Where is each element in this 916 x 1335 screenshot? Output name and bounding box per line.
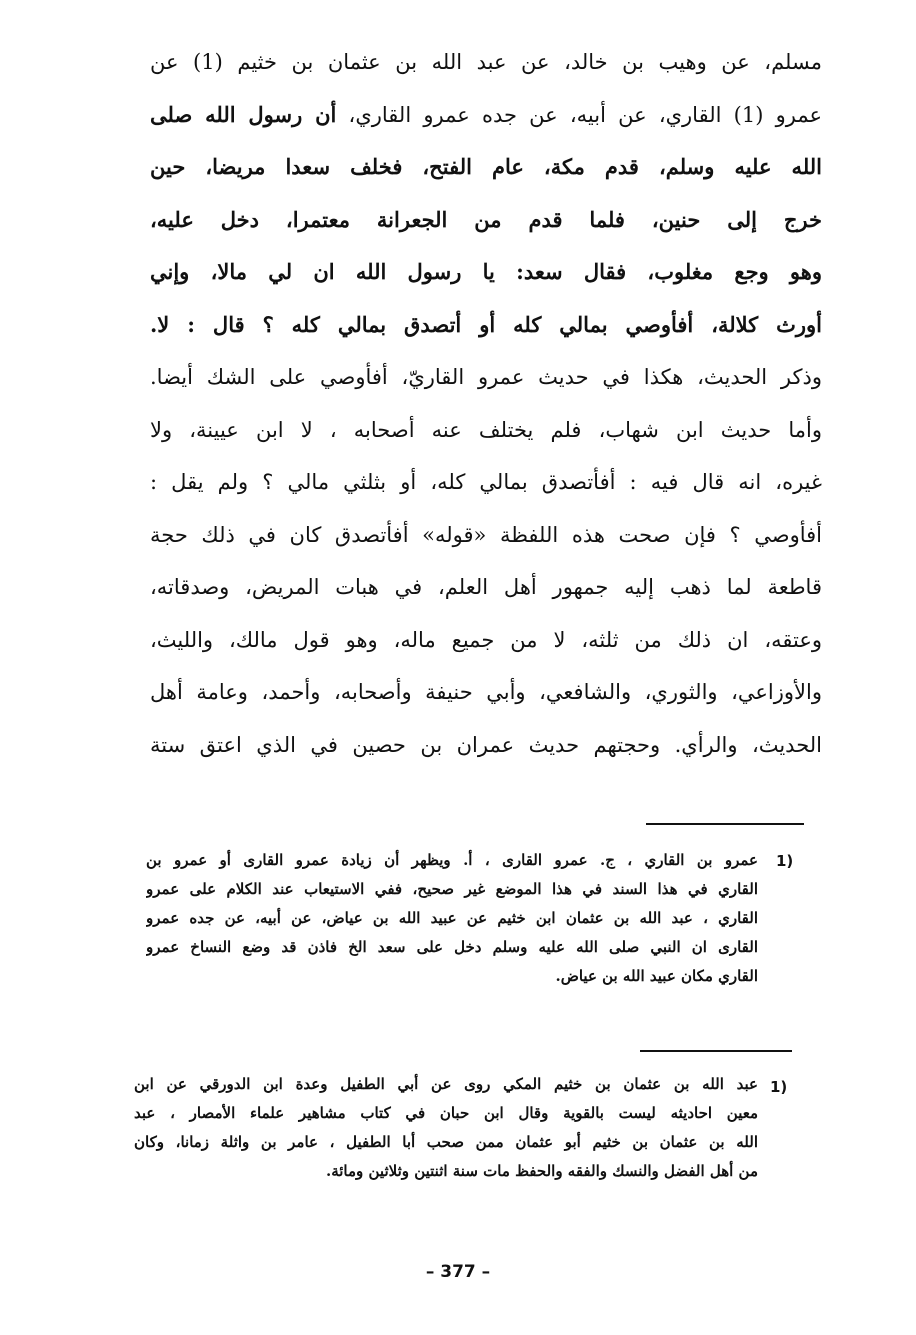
footnote-line: الله بن عثمان بن خثيم أبو عثمان ممن صحب أبا الطفيل ، عامر بن واثلة زمانا، وكان (134, 1133, 758, 1151)
main-text-line: أفأوصي ؟ فإن صحت هذه اللفظة «قوله» أفأتصدق كان في ذلك حجة (150, 522, 822, 547)
footnote-marker: 1) (776, 852, 794, 870)
footnote-line: معين احاديثه ليست بالقوية وقال ابن حبان في كتاب مشاهير علماء الأمصار ، عبد (134, 1104, 758, 1122)
main-text-line: والأوزاعي، والثوري، والشافعي، وأبي حنيفة وأصحابه، وأحمد، وعامة أهل (150, 680, 822, 704)
main-text-line: عمرو (1) القاري، عن أبيه، عن جده عمرو القاري، أن رسول الله صلى (150, 101, 822, 127)
footnote-rule-2 (640, 1050, 792, 1052)
footnote-1 (146, 846, 758, 991)
footnote-rule-1 (646, 823, 804, 825)
main-text-line: الحديث، والرأي. وحجتهم حديث عمران بن حصين في الذي اعتق ستة (150, 732, 822, 757)
footnote-line: عمرو بن القاري ، ج. عمرو القارى ، أ. ويظهر أن زيادة عمرو القارى أو عمرو بن (146, 851, 758, 869)
main-text-line: قاطعة لما ذهب إليه جمهور أهل العلم، في هبات المريض، وصدقاته، (150, 575, 822, 599)
main-text-line: مسلم، عن وهيب بن خالد، عن عبد الله بن عثمان بن خثيم (1) عن (150, 50, 822, 74)
main-text-line: وذكر الحديث، هكذا في حديث عمرو القاريّ، أفأوصي على الشك أيضا. (150, 365, 822, 389)
main-text-line: خرج إلى حنين، فلما قدم من الجعرانة معتمرا، دخل عليه، (150, 206, 822, 232)
main-text-block (150, 36, 822, 771)
main-text-line: أورث كلالة، أفأوصي بمالي كله أو أتصدق بمالي كله ؟ قال : لا. (150, 311, 822, 337)
main-text-line: وهو وجع مغلوب، فقال سعد: يا رسول الله ان لي مالا، وإني (150, 259, 822, 284)
footnote-2 (134, 1070, 758, 1186)
footnote-line: القارى ان النبي صلى الله عليه وسلم دخل على سعد الخ فاذن قد وضع النساخ عمرو (146, 938, 758, 956)
main-text-line: الله عليه وسلم، قدم مكة، عام الفتح، فخلف سعدا مريضا، حين (150, 154, 822, 179)
page-number: – 377 – (425, 1262, 491, 1282)
footnote-line: من أهل الفضل والنسك والفقه والحفظ مات سنة اثنتين وثلاثين ومائة. (325, 1162, 758, 1180)
footnote-line: القاري في هذا السند في هذا الموضع غير صحيح، ففي الاستيعاب عند الكلام على عمرو (146, 880, 758, 898)
footnote-line: عبد الله بن عثمان بن خثيم المكي روى عن أبي الطفيل وعدة ابن الدورقي عن ابن (134, 1075, 758, 1093)
footnote-line: القاري مكان عبيد الله بن عياض. (555, 967, 758, 985)
main-text-line: غيره، انه قال فيه : أفأتصدق بمالي كله، أو بثلثي مالي ؟ ولم يقل : (150, 470, 822, 494)
main-text-line: وعتقه، ان ذلك من ثلثه، لا من جميع ماله، وهو قول مالك، والليث، (150, 627, 822, 652)
footnote-line: القاري ، عبد الله بن عثمان ابن خثيم عن عبيد الله بن عياض، عن أبيه، عن جده عمرو (146, 909, 758, 927)
footnote-marker: 1) (770, 1078, 788, 1096)
main-text-line: وأما حديث ابن شهاب، فلم يختلف عنه أصحابه ، لا ابن عيينة، ولا (150, 417, 822, 442)
